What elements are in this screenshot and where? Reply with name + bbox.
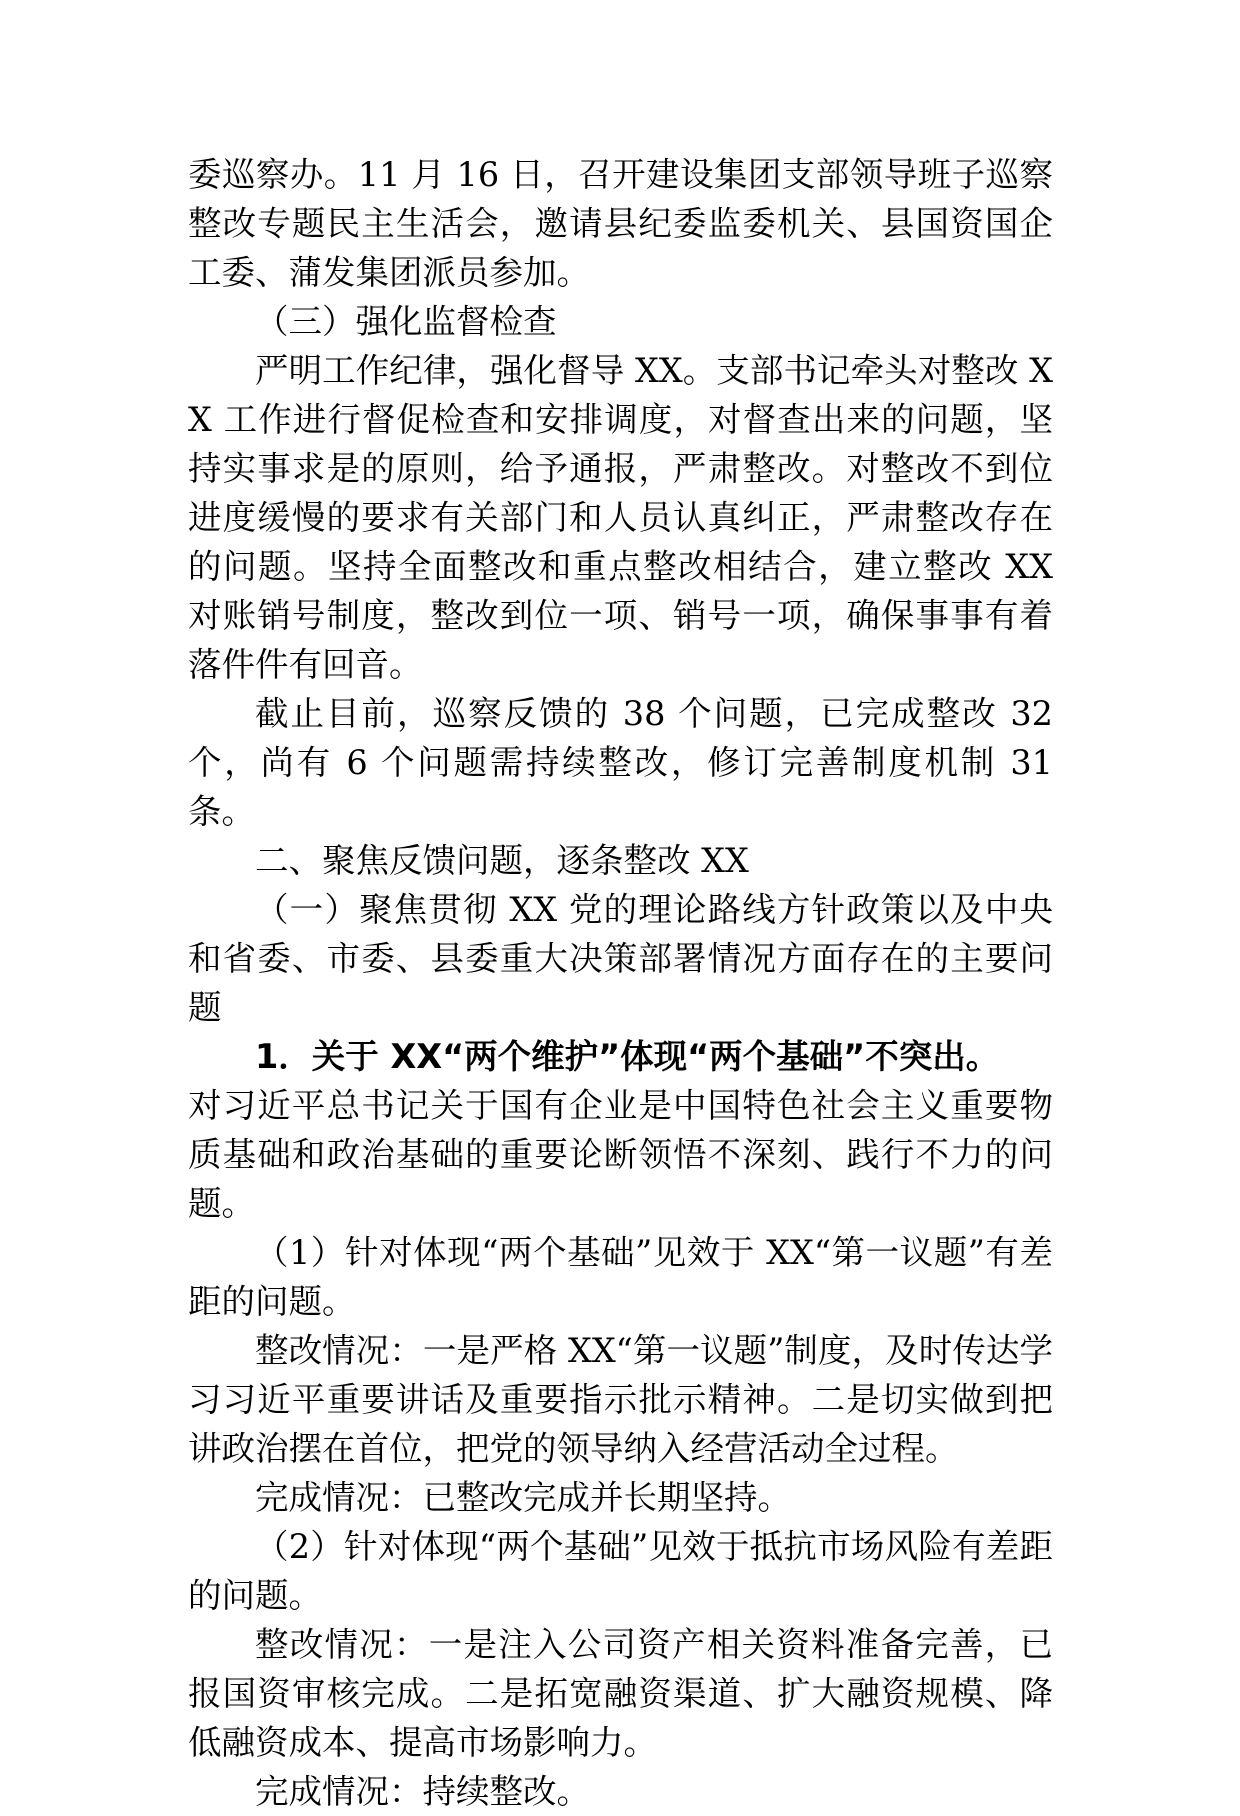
- item-heading-two-maintenances: 1．关于 XX“两个维护”体现“两个基础”不突出。: [255, 1037, 1000, 1076]
- paragraph-work-discipline: 严明工作纪律，强化督导 XX。支部书记牵头对整改 XX 工作进行督促检查和安排调度，对督查出来的问题，坚持实事求是的原则，给予通报，严肃整改。对整改不到位进度缓慢的要求有关部门和人员认真纠正，严肃整改存在的问题。坚持全面整改和重点整改相结合，建立整改 XX 对账销号制度，整改到位一项、销号一项，确保事事有着落件件有回音。: [188, 351, 1053, 684]
- sub-item-1-rectification: 整改情况：一是严格 XX“第一议题”制度，及时传达学习习近平重要讲话及重要指示批示精神。二是切实做到把讲政治摆在首位，把党的领导纳入经营活动全过程。: [188, 1331, 1053, 1468]
- section-heading-theory-implementation: （一）聚焦贯彻 XX 党的理论路线方针政策以及中央和省委、市委、县委重大决策部署情况方面存在的主要问题: [188, 890, 1053, 1027]
- sub-item-2-completion: 完成情况：持续整改。: [255, 1772, 590, 1811]
- paragraph-progress-summary: 截止目前，巡察反馈的 38 个问题，已完成整改 32 个，尚有 6 个问题需持续整改，修订完善制度机制 31 条。: [188, 694, 1053, 831]
- section-heading-strengthen-supervision: （三）强化监督检查: [255, 302, 557, 341]
- paragraph-issue-description: 对习近平总书记关于国有企业是中国特色社会主义重要物质基础和政治基础的重要论断领悟不深刻、践行不力的问题。: [188, 1086, 1053, 1223]
- chapter-heading-feedback-issues: 二、聚焦反馈问题，逐条整改 XX: [255, 841, 749, 880]
- paragraph-continuation: 委巡察办。11 月 16 日，召开建设集团支部领导班子巡察整改专题民主生活会，邀请县纪委监委机关、县国资国企工委、蒲发集团派员参加。: [188, 155, 1053, 292]
- sub-item-1-completion: 完成情况：已整改完成并长期坚持。: [255, 1478, 791, 1517]
- document-page: [188, 150, 1053, 1816]
- sub-item-2-rectification: 整改情况：一是注入公司资产相关资料准备完善，已报国资审核完成。二是拓宽融资渠道、扩大融资规模、降低融资成本、提高市场影响力。: [188, 1625, 1053, 1762]
- sub-item-1-heading: （1）针对体现“两个基础”见效于 XX“第一议题”有差距的问题。: [188, 1233, 1053, 1321]
- sub-item-2-heading: （2）针对体现“两个基础”见效于抵抗市场风险有差距的问题。: [188, 1527, 1053, 1615]
